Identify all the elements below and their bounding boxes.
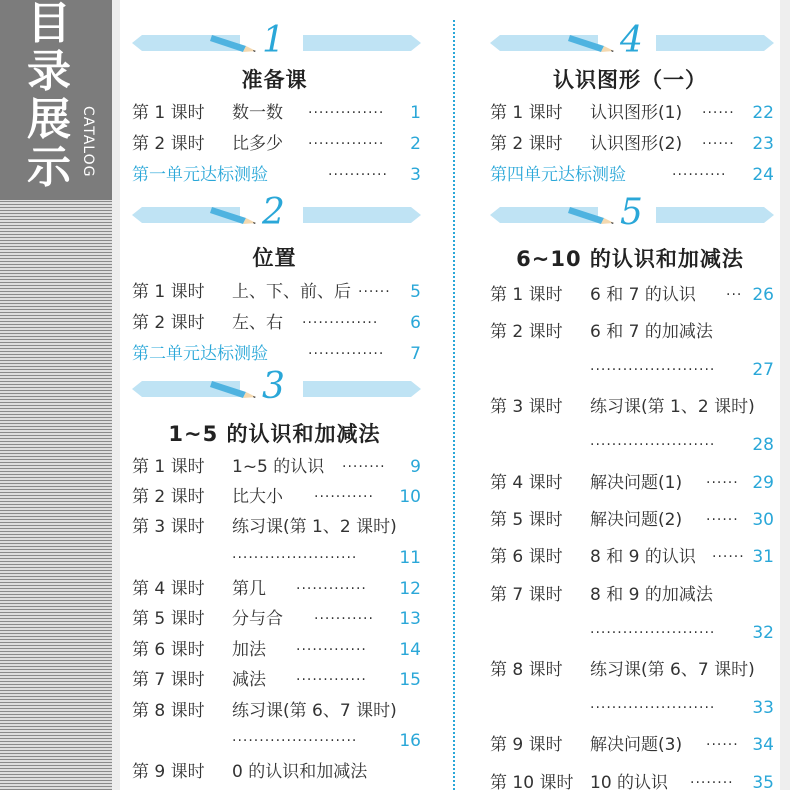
- page-number: 30: [752, 510, 774, 530]
- lesson-topic: 认识图形(1): [590, 103, 683, 123]
- ribbon-right: [303, 35, 421, 51]
- pencil-icon: [568, 32, 616, 54]
- leader-dots: ··········: [672, 167, 727, 183]
- unit-number: 1: [262, 20, 285, 61]
- lesson-topic: 6 和 7 的认识: [590, 285, 696, 305]
- lesson-label: 第 5 课时: [490, 510, 563, 530]
- page-number: 32: [752, 623, 774, 643]
- page-number: 10: [399, 487, 421, 507]
- page-number: 35: [752, 773, 774, 793]
- lesson-topic: 分与合: [232, 609, 283, 629]
- ribbon-right: [303, 207, 421, 223]
- leader-dots: ·······················: [232, 550, 358, 566]
- toc-entry[interactable]: [490, 471, 774, 495]
- lesson-label: 第 2 课时: [490, 134, 563, 154]
- page-number: 23: [752, 134, 774, 154]
- leader-dots: ·······················: [590, 700, 716, 716]
- toc-entry-continued[interactable]: [490, 621, 774, 645]
- unit-header: [122, 366, 427, 407]
- toc-entry-continued[interactable]: [490, 358, 774, 382]
- toc-entry[interactable]: [132, 280, 421, 304]
- toc-entry-unit-test[interactable]: [132, 163, 421, 187]
- toc-entry[interactable]: [490, 320, 774, 344]
- lesson-topic: 加法: [232, 640, 266, 660]
- lesson-label: 第 5 课时: [132, 609, 205, 629]
- pencil-icon: [568, 204, 616, 226]
- lesson-label: 第 1 课时: [132, 103, 205, 123]
- toc-entry[interactable]: [490, 132, 774, 156]
- page-number: 6: [410, 313, 421, 333]
- toc-entry[interactable]: [490, 658, 774, 682]
- leader-dots: ···········: [328, 167, 388, 183]
- lesson-label: 第 4 课时: [490, 473, 563, 493]
- leader-dots: ······: [702, 136, 735, 152]
- toc-entry[interactable]: [132, 577, 421, 601]
- toc-entry-continued[interactable]: [490, 696, 774, 720]
- lesson-topic: 0 的认识和加减法: [232, 762, 368, 782]
- ribbon-right: [656, 35, 774, 51]
- page-number: 24: [752, 165, 774, 185]
- page-number: 33: [752, 698, 774, 718]
- page-number: 22: [752, 103, 774, 123]
- leader-dots: ······: [706, 512, 739, 528]
- page-number: 1: [410, 103, 421, 123]
- catalog-title: 目录展示: [27, 0, 71, 193]
- page-edge-left: [112, 0, 120, 790]
- unit-title: 6~10 的认识和加减法: [516, 247, 744, 271]
- lesson-topic: 减法: [232, 670, 266, 690]
- leader-dots: ······: [706, 475, 739, 491]
- unit-test-label: 第四单元达标测验: [490, 165, 626, 185]
- lesson-label: 第 3 课时: [490, 397, 563, 417]
- toc-entry[interactable]: [490, 508, 774, 532]
- lesson-label: 第 6 课时: [132, 640, 205, 660]
- toc-entry-unit-test[interactable]: [490, 163, 774, 187]
- unit-header: [122, 192, 427, 233]
- toc-entry[interactable]: [132, 515, 421, 539]
- leader-dots: ······: [702, 105, 735, 121]
- unit-number: 2: [262, 192, 285, 233]
- page-number: 11: [399, 548, 421, 568]
- unit-test-label: 第一单元达标测验: [132, 165, 268, 185]
- lesson-label: 第 8 课时: [132, 701, 205, 721]
- lesson-topic: 认识图形(2): [590, 134, 683, 154]
- ribbon-right: [656, 207, 774, 223]
- lesson-label: 第 1 课时: [132, 282, 205, 302]
- toc-entry[interactable]: [132, 101, 421, 125]
- lesson-topic: 8 和 9 的认识: [590, 547, 696, 567]
- toc-entry[interactable]: [132, 668, 421, 692]
- leader-dots: ·······················: [590, 362, 716, 378]
- unit-title: 准备课: [241, 68, 308, 92]
- leader-dots: ···········: [314, 489, 374, 505]
- page-number: 5: [410, 282, 421, 302]
- toc-entry[interactable]: [490, 583, 774, 607]
- lesson-topic: 解决问题(3): [590, 735, 683, 755]
- lesson-label: 第 10 课时: [490, 773, 574, 793]
- page-number: 14: [399, 640, 421, 660]
- lesson-label: 第 7 课时: [490, 585, 563, 605]
- page-number: 7: [410, 344, 421, 364]
- lesson-topic: 上、下、前、后: [232, 282, 351, 302]
- leader-dots: ·············: [296, 642, 367, 658]
- toc-entry[interactable]: [132, 699, 421, 723]
- pencil-icon: [210, 204, 258, 226]
- leader-dots: ······: [706, 737, 739, 753]
- leader-dots: ···: [726, 287, 743, 303]
- leader-dots: ·······················: [232, 733, 358, 749]
- lesson-topic: 10 的认识: [590, 773, 669, 793]
- leader-dots: ·······················: [590, 625, 716, 641]
- catalog-subtitle: CATALOG: [80, 106, 96, 178]
- unit-number: 4: [620, 20, 643, 61]
- toc-entry-continued[interactable]: [132, 729, 421, 753]
- leader-dots: ·······················: [590, 437, 716, 453]
- leader-dots: ··············: [308, 105, 385, 121]
- unit-header: [480, 192, 780, 233]
- lesson-topic: 1~5 的认识: [232, 457, 325, 477]
- toc-entry[interactable]: [132, 760, 421, 784]
- page-number: 15: [399, 670, 421, 690]
- column-divider: [453, 20, 455, 790]
- leader-dots: ······: [712, 549, 745, 565]
- ribbon-right: [303, 381, 421, 397]
- toc-entry[interactable]: [490, 101, 774, 125]
- catalog-title-block: [0, 0, 112, 200]
- leader-dots: ··············: [308, 346, 385, 362]
- toc-entry[interactable]: [132, 485, 421, 509]
- page-number: 16: [399, 731, 421, 751]
- page-number: 34: [752, 735, 774, 755]
- leader-dots: ········: [342, 459, 386, 475]
- page-number: 13: [399, 609, 421, 629]
- lesson-topic: 第几: [232, 579, 266, 599]
- unit-title: 认识图形（一）: [553, 68, 707, 92]
- unit-title: 1~5 的认识和加减法: [168, 422, 381, 446]
- lesson-label: 第 4 课时: [132, 579, 205, 599]
- toc-entry[interactable]: [132, 132, 421, 156]
- toc-entry-continued[interactable]: [490, 433, 774, 457]
- page-number: 28: [752, 435, 774, 455]
- leader-dots: ·············: [296, 581, 367, 597]
- lesson-topic: 比大小: [232, 487, 283, 507]
- page-number: 26: [752, 285, 774, 305]
- toc-entry-unit-test[interactable]: [132, 342, 421, 366]
- unit-header: [122, 20, 427, 61]
- page-number: 2: [410, 134, 421, 154]
- lesson-topic: 解决问题(1): [590, 473, 683, 493]
- lesson-topic: 练习课(第 1、2 课时): [232, 517, 397, 537]
- lesson-label: 第 2 课时: [132, 313, 205, 333]
- lesson-topic: 解决问题(2): [590, 510, 683, 530]
- pencil-icon: [210, 32, 258, 54]
- lesson-label: 第 1 课时: [132, 457, 205, 477]
- lesson-label: 第 3 课时: [132, 517, 205, 537]
- lesson-topic: 练习课(第 1、2 课时): [590, 397, 755, 417]
- page-number: 12: [399, 579, 421, 599]
- unit-header: [480, 20, 780, 61]
- leader-dots: ··············: [302, 315, 379, 331]
- leader-dots: ···········: [314, 611, 374, 627]
- page-number: 31: [752, 547, 774, 567]
- lesson-topic: 练习课(第 6、7 课时): [590, 660, 755, 680]
- lesson-label: 第 2 课时: [490, 322, 563, 342]
- lesson-topic: 练习课(第 6、7 课时): [232, 701, 397, 721]
- lesson-topic: 8 和 9 的加减法: [590, 585, 713, 605]
- page-edge-right: [780, 0, 790, 790]
- unit-number: 3: [262, 366, 285, 407]
- toc-entry[interactable]: [490, 771, 774, 795]
- lesson-label: 第 8 课时: [490, 660, 563, 680]
- page-number: 9: [410, 457, 421, 477]
- lesson-topic: 左、右: [232, 313, 283, 333]
- toc-entry[interactable]: [490, 395, 774, 419]
- unit-title: 位置: [252, 246, 297, 270]
- pencil-icon: [210, 378, 258, 400]
- lesson-label: 第 9 课时: [490, 735, 563, 755]
- leader-dots: ··············: [308, 136, 385, 152]
- toc-entry[interactable]: [132, 638, 421, 662]
- toc-entry[interactable]: [490, 283, 774, 307]
- page-number: 3: [410, 165, 421, 185]
- toc-entry[interactable]: [490, 733, 774, 757]
- toc-entry-continued[interactable]: [132, 546, 421, 570]
- lesson-label: 第 6 课时: [490, 547, 563, 567]
- lesson-label: 第 1 课时: [490, 103, 563, 123]
- lesson-label: 第 9 课时: [132, 762, 205, 782]
- lesson-topic: 比多少: [232, 134, 283, 154]
- lesson-topic: 数一数: [232, 103, 283, 123]
- toc-entry[interactable]: [132, 455, 421, 479]
- unit-test-label: 第二单元达标测验: [132, 344, 268, 364]
- leader-dots: ········: [690, 775, 734, 791]
- lesson-label: 第 7 课时: [132, 670, 205, 690]
- unit-number: 5: [620, 192, 643, 233]
- page-number: 27: [752, 360, 774, 380]
- toc-entry[interactable]: [132, 311, 421, 335]
- lesson-label: 第 2 课时: [132, 487, 205, 507]
- leader-dots: ······: [358, 284, 391, 300]
- lesson-label: 第 2 课时: [132, 134, 205, 154]
- toc-entry[interactable]: [490, 545, 774, 569]
- toc-entry[interactable]: [132, 607, 421, 631]
- leader-dots: ·············: [296, 672, 367, 688]
- page-number: 29: [752, 473, 774, 493]
- lesson-label: 第 1 课时: [490, 285, 563, 305]
- lesson-topic: 6 和 7 的加减法: [590, 322, 713, 342]
